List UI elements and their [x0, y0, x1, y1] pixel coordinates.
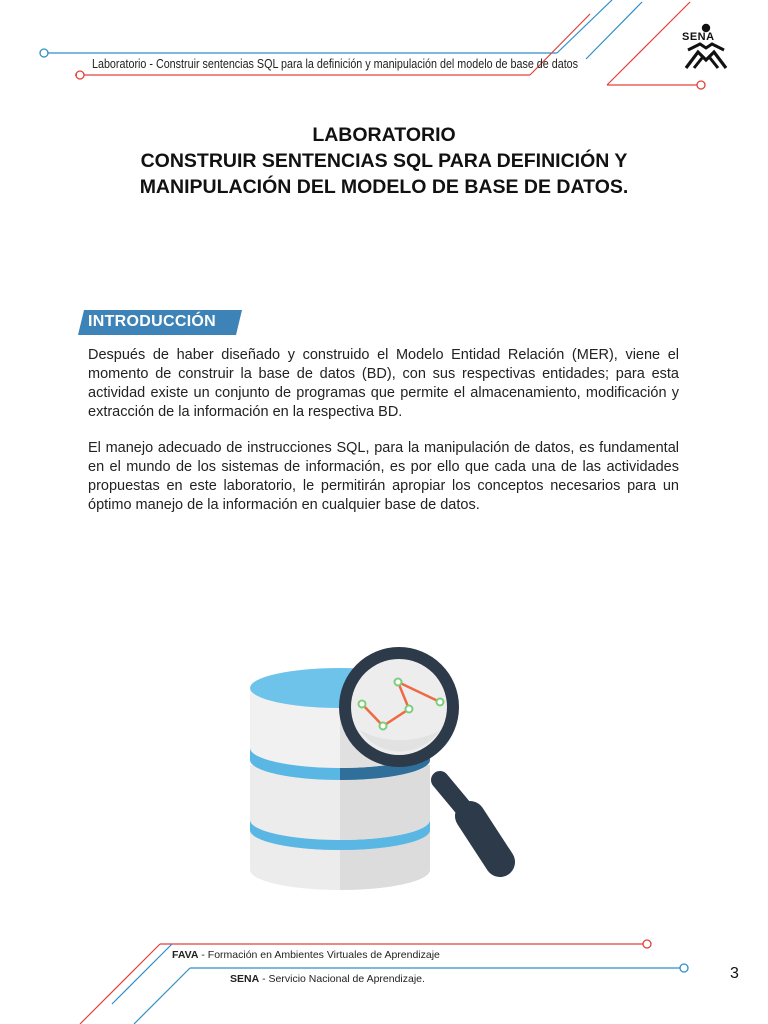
footer-sena-abbr: SENA: [230, 973, 260, 985]
footer-fava-text: - Formación en Ambientes Virtuales de Aprendizaje: [198, 949, 440, 961]
intro-paragraph-2: El manejo adecuado de instrucciones SQL, para la manipulación de datos, es fundamental en el mundo de los sistemas de información, es por ello que cada una de las actividades propuestas en este laboratorio, le permitirán apropiar los conceptos necesarios para un óptimo manejo de la información en cualquier base de datos.: [88, 440, 679, 513]
title-line-3: MANIPULACIÓN DEL MODELO DE BASE DE DATOS.: [139, 176, 629, 198]
section-heading-introduccion: [78, 310, 242, 335]
footer-sena: [230, 973, 425, 985]
database-magnifier-icon: [0, 630, 768, 890]
footer-sena-text: - Servicio Nacional de Aprendizaje.: [259, 973, 425, 985]
running-header: Laboratorio - Construir sentencias SQL para la definición y manipulación del modelo de base de datos: [92, 57, 579, 71]
footer-fava: [172, 949, 440, 961]
section-heading-text: INTRODUCCIÓN: [88, 313, 217, 330]
logo-text: SENA: [682, 31, 715, 43]
header-decoration: [0, 0, 768, 110]
page-number: 3: [730, 965, 739, 982]
intro-paragraph-1: Después de haber diseñado y construido el Modelo Entidad Relación (MER), viene el momento de construir la base de datos (BD), con sus respectivas entidades; para esta actividad existe un conjunto de programas que permite el almacenamiento, modificación y extracción de la información en la respectiva BD.: [88, 347, 679, 420]
title-line-2: CONSTRUIR SENTENCIAS SQL PARA DEFINICIÓN Y: [140, 150, 628, 172]
sena-logo-icon: [680, 22, 732, 72]
footer-fava-abbr: FAVA: [172, 949, 199, 961]
title-line-1: LABORATORIO: [312, 124, 456, 146]
